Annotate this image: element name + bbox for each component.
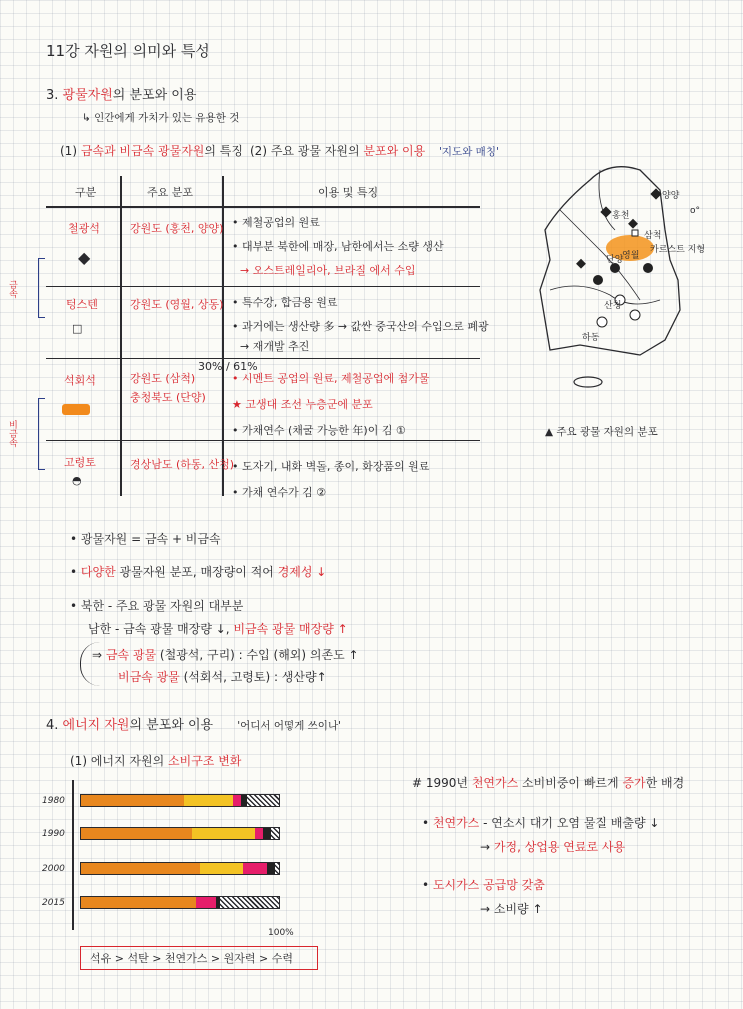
iron-diamond-icon: ◆ xyxy=(78,248,91,267)
section-3-title xyxy=(46,84,196,103)
row-iron-dist xyxy=(130,222,223,235)
section-4-num: 4. xyxy=(46,718,59,733)
section-4-title xyxy=(46,714,341,733)
note-1: • 광물자원 = 금속 + 비금속 xyxy=(70,532,221,546)
sub2-num: (2) 주요 광물 자원의 xyxy=(250,144,360,158)
row-iron-use-2: • 대부분 북한에 매장, 남한에서는 소량 생산 xyxy=(232,240,444,253)
r3-red: 가정, 상업용 연료로 사용 xyxy=(493,840,626,854)
note-5 xyxy=(92,646,359,663)
row-kaolin-use-1: • 도자기, 내화 벽돌, 종이, 화장품의 원료 xyxy=(232,460,430,473)
bar-1990 xyxy=(80,827,280,840)
note-2-red2: 경제성 ↓ xyxy=(277,565,327,579)
r1-c: 한 배경 xyxy=(645,776,685,790)
row-limestone-use-2: ★ 고생대 조선 누층군에 분포 xyxy=(232,398,373,411)
table-header-distribution: 주요 분포 xyxy=(147,186,194,199)
bar-segment xyxy=(263,828,271,839)
map-label-danyang: 단양 xyxy=(606,255,624,265)
right-note-2: • 천연가스 - 연소시 대기 오염 물질 배출량 ↓ xyxy=(422,816,660,830)
bar-segment xyxy=(255,828,263,839)
note-4 xyxy=(88,620,348,637)
map-dots: o° xyxy=(690,206,701,216)
note-4-text: 남한 - 금속 광물 매장량 ↓, xyxy=(88,622,230,636)
bar-segment xyxy=(196,897,216,908)
side-label-nonmetal: 비금속 xyxy=(7,420,17,447)
tungsten-square-icon: □ xyxy=(72,322,83,335)
right-note-3 xyxy=(480,838,625,855)
subsection-1 xyxy=(60,142,243,159)
sub2-note: '지도와 매칭' xyxy=(439,146,499,158)
row-iron-name: 철광석 xyxy=(68,222,100,235)
map-label-hongcheon: 홍천 xyxy=(612,211,630,221)
iron-dist: 강원도 (홍천, 양양) xyxy=(130,222,224,235)
right-note-4: • 도시가스 공급망 갖춤 xyxy=(422,878,545,892)
chart-y-axis xyxy=(72,780,74,930)
bar-segment xyxy=(243,863,267,874)
bar-segment xyxy=(247,795,279,806)
map-label-hadong: 하동 xyxy=(582,333,600,343)
note-4-red: 비금속 광물 매장량 ↑ xyxy=(233,622,348,636)
note-5-arrow: ⇒ xyxy=(92,648,103,662)
bar-segment xyxy=(200,863,244,874)
row-limestone-use-1: • 시멘트 공업의 원료, 제철공업에 첨가물 xyxy=(232,372,430,385)
map-label-sancheong: 산청 xyxy=(604,301,622,311)
note-3: • 북한 - 주요 광물 자원의 대부분 xyxy=(70,599,244,613)
row-limestone-dist: 강원도 (삼척) 충청북도 (단양) xyxy=(130,372,206,404)
right-note-5: → 소비량 ↑ xyxy=(480,902,543,916)
note-5-rest: (철광석, 구리) : 수입 (해외) 의존도 ↑ xyxy=(159,648,359,662)
r2-b: - 연소시 대기 오염 물질 배출량 ↓ xyxy=(483,816,660,830)
r4-red: 도시가스 공급망 갖춤 xyxy=(432,878,545,892)
section-4-sub-red: 소비구조 변화 xyxy=(168,754,242,768)
bar-segment xyxy=(275,863,279,874)
note-6-rest: (석회석, 고령토) : 생산량↑ xyxy=(183,670,327,684)
year-label-1990: 1990 xyxy=(42,829,65,839)
table-header-category: 구분 xyxy=(75,186,97,199)
limestone-orange-swatch xyxy=(62,404,90,415)
row-kaolin-name: 고령토 xyxy=(64,456,96,469)
section-4-note: '어디서 어떻게 쓰이나' xyxy=(237,720,341,732)
note-6-red: 비금속 광물 xyxy=(118,670,180,684)
row-tungsten-name: 텅스텐 xyxy=(66,298,98,311)
bar-segment xyxy=(81,863,200,874)
subsection-2 xyxy=(250,142,499,159)
limestone-dist-note: 30% / 61% xyxy=(198,360,258,373)
section-3-num: 3. xyxy=(46,88,59,103)
chart-legend: 석유 > 석탄 > 천연가스 > 원자력 > 수력 xyxy=(90,952,293,965)
chart-xlabel: 100% xyxy=(268,928,294,938)
bar-segment xyxy=(220,897,279,908)
r1-a: # 1990년 xyxy=(412,776,469,790)
note-2-rest: 광물자원 분포, 매장량이 적어 xyxy=(119,565,274,579)
nonmetal-bracket xyxy=(38,398,45,470)
right-note-1 xyxy=(412,774,684,791)
bar-segment xyxy=(81,897,196,908)
row-tungsten-use-1: • 특수강, 합금용 원료 xyxy=(232,296,338,309)
bar-2000 xyxy=(80,862,280,875)
r1-red: 천연가스 xyxy=(471,776,519,790)
section-4-rest: 의 분포와 이용 xyxy=(129,718,214,733)
section-4-sub-num: (1) 에너지 자원의 xyxy=(70,754,165,768)
bar-segment xyxy=(233,795,241,806)
bar-segment xyxy=(267,863,275,874)
metal-bracket xyxy=(38,258,45,318)
row-kaolin-dist: 경상남도 (하동, 산청) xyxy=(130,458,235,471)
kaolin-half-circle-icon: ◓ xyxy=(72,474,82,487)
row-kaolin-use-2: • 가채 연수가 김 ② xyxy=(232,486,327,499)
row-limestone-name: 석회석 xyxy=(64,374,96,387)
map-label-karst: 카르스트 지형 xyxy=(650,245,706,255)
sub1-red: 금속과 비금속 광물자원 xyxy=(80,144,205,158)
table-header-uses: 이용 및 특징 xyxy=(318,186,379,199)
sub2-red: 분포와 이용 xyxy=(363,144,426,158)
row-iron-use-1: • 제철공업의 원료 xyxy=(232,216,320,229)
section-4-red: 에너지 자원 xyxy=(62,718,130,733)
map-svg xyxy=(520,150,720,400)
r1-b: 소비비중이 빠르게 xyxy=(522,776,619,790)
bar-segment xyxy=(271,828,279,839)
map-label-yeongwol: 영월 xyxy=(622,251,640,261)
year-label-1980: 1980 xyxy=(42,796,65,806)
bar-segment xyxy=(81,828,192,839)
note-2: • 다양한 광물자원 분포, 매장량이 적어 경제성 ↓ xyxy=(70,565,327,579)
page-title: 11강 자원의 의미와 특성 xyxy=(46,42,210,60)
year-label-2000: 2000 xyxy=(42,864,65,874)
row-iron-use-3: → 오스트레일리아, 브라질 에서 수입 xyxy=(240,264,416,277)
r2-red: 천연가스 xyxy=(432,816,480,830)
bar-segment xyxy=(184,795,234,806)
section-3-note: ↳ 인간에게 가치가 있는 유용한 것 xyxy=(82,112,240,124)
bar-2015 xyxy=(80,896,280,909)
row-tungsten-use-2: • 과거에는 생산량 多 → 값싼 중국산의 수입으로 폐광 xyxy=(232,320,489,333)
side-label-metal: 금속 xyxy=(7,280,17,298)
map-caption: ▲ 주요 광물 자원의 분포 xyxy=(545,426,658,438)
row-tungsten-use-3: → 재개발 추진 xyxy=(240,340,310,353)
section-4-sub xyxy=(70,752,241,769)
r1-red2: 증가 xyxy=(622,776,646,790)
section-3-rest: 의 분포와 이용 xyxy=(112,88,197,103)
map-label-samcheok: 삼척 xyxy=(644,231,662,241)
note-2-red: 다양한 xyxy=(80,565,116,579)
note-6 xyxy=(118,668,327,685)
section-3-red: 광물자원 xyxy=(62,88,113,103)
map-label-yangyang: 양양 xyxy=(662,191,680,201)
sub1-num: (1) xyxy=(60,144,77,158)
r3-a: → xyxy=(480,840,491,854)
row-limestone-use-3: • 가채연수 (채굴 가능한 年)이 김 ① xyxy=(232,424,406,437)
bar-segment xyxy=(81,795,184,806)
note-5-red: 금속 광물 xyxy=(105,648,157,662)
year-label-2015: 2015 xyxy=(42,898,65,908)
bar-1980 xyxy=(80,794,280,807)
korea-mineral-map xyxy=(520,150,720,400)
row-tungsten-dist: 강원도 (영월, 상동) xyxy=(130,298,224,311)
sub1-rest: 의 특징 xyxy=(204,144,243,158)
bar-segment xyxy=(192,828,255,839)
